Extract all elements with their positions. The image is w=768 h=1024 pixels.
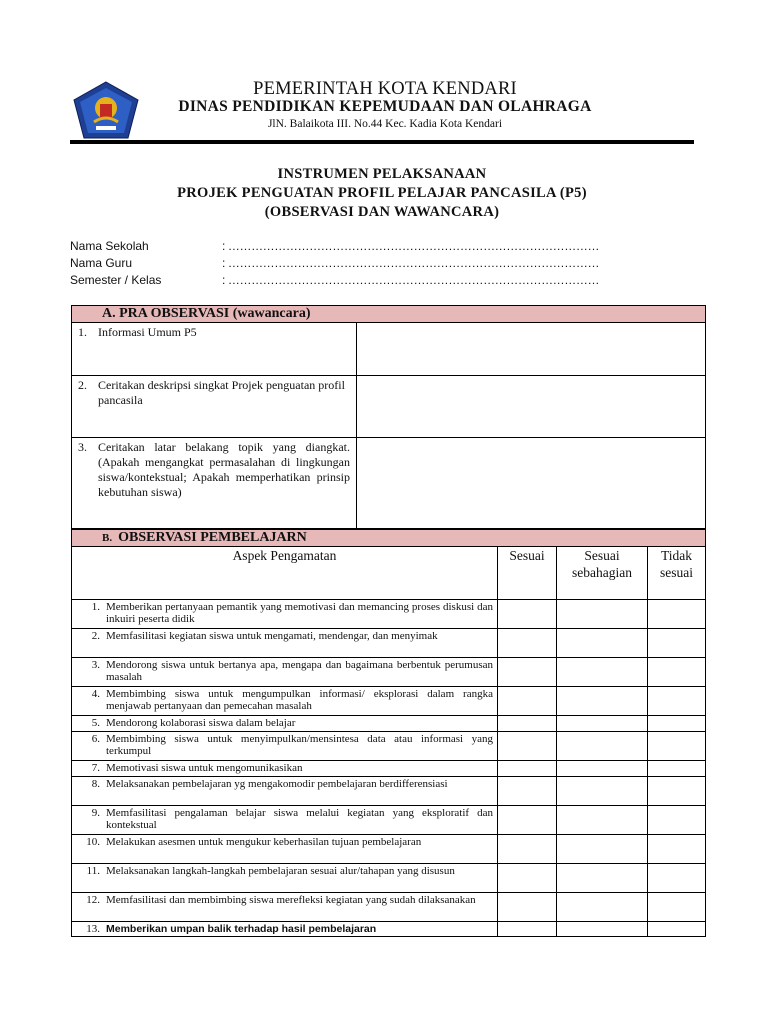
- aspect-number: 3.: [91, 659, 100, 671]
- pre-observation-table: [71, 305, 706, 529]
- check-sesuai-cell[interactable]: [498, 806, 557, 835]
- check-tidak-cell[interactable]: [648, 806, 706, 835]
- kendari-emblem-logo: [72, 80, 140, 142]
- table-row: [72, 806, 706, 835]
- column-header-sebagian: Sesuai sebahagian: [557, 547, 648, 600]
- table-row: [72, 658, 706, 687]
- check-sebagian-cell[interactable]: [557, 893, 648, 922]
- check-sebagian-cell[interactable]: [557, 761, 648, 777]
- aspect-text: Memfasilitasi kegiatan siswa untuk mengamati, mendengar, dan menyimak: [106, 630, 438, 642]
- letterhead-government: PEMERINTAH KOTA KENDARI: [253, 79, 517, 99]
- check-tidak-cell[interactable]: [648, 922, 706, 937]
- aspect-cell: [72, 687, 498, 716]
- answer-cell[interactable]: [357, 438, 706, 529]
- question-number: 2.: [78, 378, 87, 392]
- check-tidak-cell[interactable]: [648, 835, 706, 864]
- field-label: Semester / Kelas: [70, 273, 162, 287]
- check-sesuai-cell[interactable]: [498, 687, 557, 716]
- table-row: [72, 600, 706, 629]
- question-number: 3.: [78, 440, 87, 454]
- check-tidak-cell[interactable]: [648, 687, 706, 716]
- table-row: [72, 922, 706, 937]
- aspect-cell: [72, 777, 498, 806]
- check-sebagian-cell[interactable]: [557, 687, 648, 716]
- check-sesuai-cell[interactable]: [498, 777, 557, 806]
- aspect-text: Memotivasi siswa untuk mengomunikasikan: [106, 762, 303, 774]
- section-a-heading: A. PRA OBSERVASI (wawancara): [72, 306, 706, 323]
- question-cell: [72, 323, 357, 376]
- observation-rows: [72, 600, 706, 937]
- section-b-letter: B.: [102, 532, 113, 544]
- aspect-text: Mendorong kolaborasi siswa dalam belajar: [106, 717, 296, 729]
- document-title-line2: PROJEK PENGUATAN PROFIL PELAJAR PANCASILA (P5): [177, 185, 587, 201]
- column-header-aspect: Aspek Pengamatan: [72, 547, 498, 600]
- check-sebagian-cell[interactable]: [557, 806, 648, 835]
- aspect-cell: [72, 761, 498, 777]
- document-title-line1: INSTRUMEN PELAKSANAAN: [277, 166, 487, 182]
- answer-cell[interactable]: [357, 323, 706, 376]
- aspect-cell: [72, 658, 498, 687]
- aspect-number: 12.: [86, 894, 100, 906]
- check-sesuai-cell[interactable]: [498, 600, 557, 629]
- question-cell: [72, 438, 357, 529]
- column-header-tidak: Tidak sesuai: [648, 547, 706, 600]
- aspect-cell: [72, 806, 498, 835]
- table-row: [72, 687, 706, 716]
- answer-cell[interactable]: [357, 376, 706, 438]
- question-cell: [72, 376, 357, 438]
- aspect-text: Memberikan umpan balik terhadap hasil pembelajaran: [106, 923, 377, 935]
- question-text: Informasi Umum P5: [98, 325, 197, 339]
- check-tidak-cell[interactable]: [648, 893, 706, 922]
- aspect-text: Membimbing siswa untuk menyimpulkan/mensintesa data atau informasi yang terkumpul: [106, 733, 493, 757]
- check-sebagian-cell[interactable]: [557, 658, 648, 687]
- aspect-number: 7.: [91, 762, 100, 774]
- table-row: [72, 893, 706, 922]
- letterhead-divider: [70, 140, 694, 144]
- table-row: [72, 629, 706, 658]
- aspect-cell: [72, 835, 498, 864]
- aspect-cell: [72, 716, 498, 732]
- aspect-text: Melaksanakan pembelajaran yg mengakomodir pembelajaran berdifferensiasi: [106, 778, 448, 790]
- check-sesuai-cell[interactable]: [498, 761, 557, 777]
- question-number: 1.: [78, 325, 87, 339]
- table-row: [72, 761, 706, 777]
- check-sesuai-cell[interactable]: [498, 835, 557, 864]
- letterhead-address: JlN. Balaikota III. No.44 Kec. Kadia Kota Kendari: [267, 118, 503, 130]
- field-value: : ……………………………………………………………………………………: [222, 239, 600, 253]
- aspect-number: 8.: [91, 778, 100, 790]
- aspect-text: Memfasilitasi pengalaman belajar siswa melalui kegiatan yang eksploratif dan kontekstual: [106, 807, 493, 831]
- check-sesuai-cell[interactable]: [498, 629, 557, 658]
- learning-observation-table: [71, 529, 706, 937]
- aspect-text: Mendorong siswa untuk bertanya apa, mengapa dan bagaimana berbentuk perumusan masalah: [106, 659, 493, 683]
- table-row: [72, 835, 706, 864]
- check-sesuai-cell[interactable]: [498, 716, 557, 732]
- check-sebagian-cell[interactable]: [557, 864, 648, 893]
- check-sesuai-cell[interactable]: [498, 864, 557, 893]
- aspect-number: 6.: [91, 733, 100, 745]
- aspect-number: 2.: [91, 630, 100, 642]
- aspect-text: Memfasilitasi dan membimbing siswa merefleksi kegiatan yang sudah dilaksanakan: [106, 894, 476, 906]
- section-b-heading: OBSERVASI PEMBELAJARN: [118, 530, 307, 545]
- field-label: Nama Guru: [70, 256, 133, 270]
- column-header-sesuai: Sesuai: [498, 547, 557, 600]
- table-row: [72, 777, 706, 806]
- aspect-cell: [72, 864, 498, 893]
- letterhead-department: DINAS PENDIDIKAN KEPEMUDAAN DAN OLAHRAGA: [178, 98, 592, 115]
- aspect-cell: [72, 600, 498, 629]
- section-b-header: [72, 530, 706, 547]
- check-tidak-cell[interactable]: [648, 716, 706, 732]
- question-text: Ceritakan latar belakang topik yang diangkat. (Apakah mengangkat permasalahan di lingkungan siswa/kontekstual; Apakah memperhatikan prinsip kebutuhan siswa): [98, 440, 350, 499]
- check-sesuai-cell[interactable]: [498, 922, 557, 937]
- check-tidak-cell[interactable]: [648, 732, 706, 761]
- field-value: : ……………………………………………………………………………………: [222, 273, 600, 287]
- check-tidak-cell[interactable]: [648, 777, 706, 806]
- aspect-text: Melakukan asesmen untuk mengukur keberhasilan tujuan pembelajaran: [106, 836, 422, 848]
- check-sebagian-cell[interactable]: [557, 835, 648, 864]
- aspect-text: Melaksanakan langkah-langkah pembelajaran sesuai alur/tahapan yang disusun: [106, 865, 455, 877]
- check-tidak-cell[interactable]: [648, 761, 706, 777]
- check-sebagian-cell[interactable]: [557, 732, 648, 761]
- check-sebagian-cell[interactable]: [557, 600, 648, 629]
- check-tidak-cell[interactable]: [648, 864, 706, 893]
- field-label: Nama Sekolah: [70, 239, 149, 253]
- check-tidak-cell[interactable]: [648, 658, 706, 687]
- aspect-cell: [72, 893, 498, 922]
- aspect-number: 5.: [91, 717, 100, 729]
- aspect-cell: [72, 922, 498, 937]
- check-sesuai-cell[interactable]: [498, 658, 557, 687]
- aspect-number: 13.: [86, 923, 100, 935]
- check-sesuai-cell[interactable]: [498, 893, 557, 922]
- aspect-cell: [72, 732, 498, 761]
- aspect-number: 10.: [86, 836, 100, 848]
- question-text: Ceritakan deskripsi singkat Projek penguatan profil pancasila: [98, 378, 345, 407]
- check-sesuai-cell[interactable]: [498, 732, 557, 761]
- document-title-line3: (OBSERVASI DAN WAWANCARA): [264, 204, 500, 220]
- table-row: [72, 732, 706, 761]
- check-sebagian-cell[interactable]: [557, 629, 648, 658]
- table-row: [72, 864, 706, 893]
- aspect-number: 1.: [91, 601, 100, 613]
- check-tidak-cell[interactable]: [648, 629, 706, 658]
- aspect-number: 4.: [91, 688, 100, 700]
- table-row: [72, 716, 706, 732]
- check-sebagian-cell[interactable]: [557, 777, 648, 806]
- aspect-number: 11.: [86, 865, 100, 877]
- aspect-cell: [72, 629, 498, 658]
- aspect-text: Memberikan pertanyaan pemantik yang memotivasi dan memancing proses diskusi dan inkuiri peserta didik: [106, 601, 493, 625]
- aspect-text: Membimbing siswa untuk mengumpulkan informasi/ eksplorasi dalam rangka menjawab pertanyaan dan pemecahan masalah: [106, 688, 493, 712]
- check-tidak-cell[interactable]: [648, 600, 706, 629]
- aspect-number: 9.: [91, 807, 100, 819]
- check-sebagian-cell[interactable]: [557, 716, 648, 732]
- check-sebagian-cell[interactable]: [557, 922, 648, 937]
- field-value: : ……………………………………………………………………………………: [222, 256, 600, 270]
